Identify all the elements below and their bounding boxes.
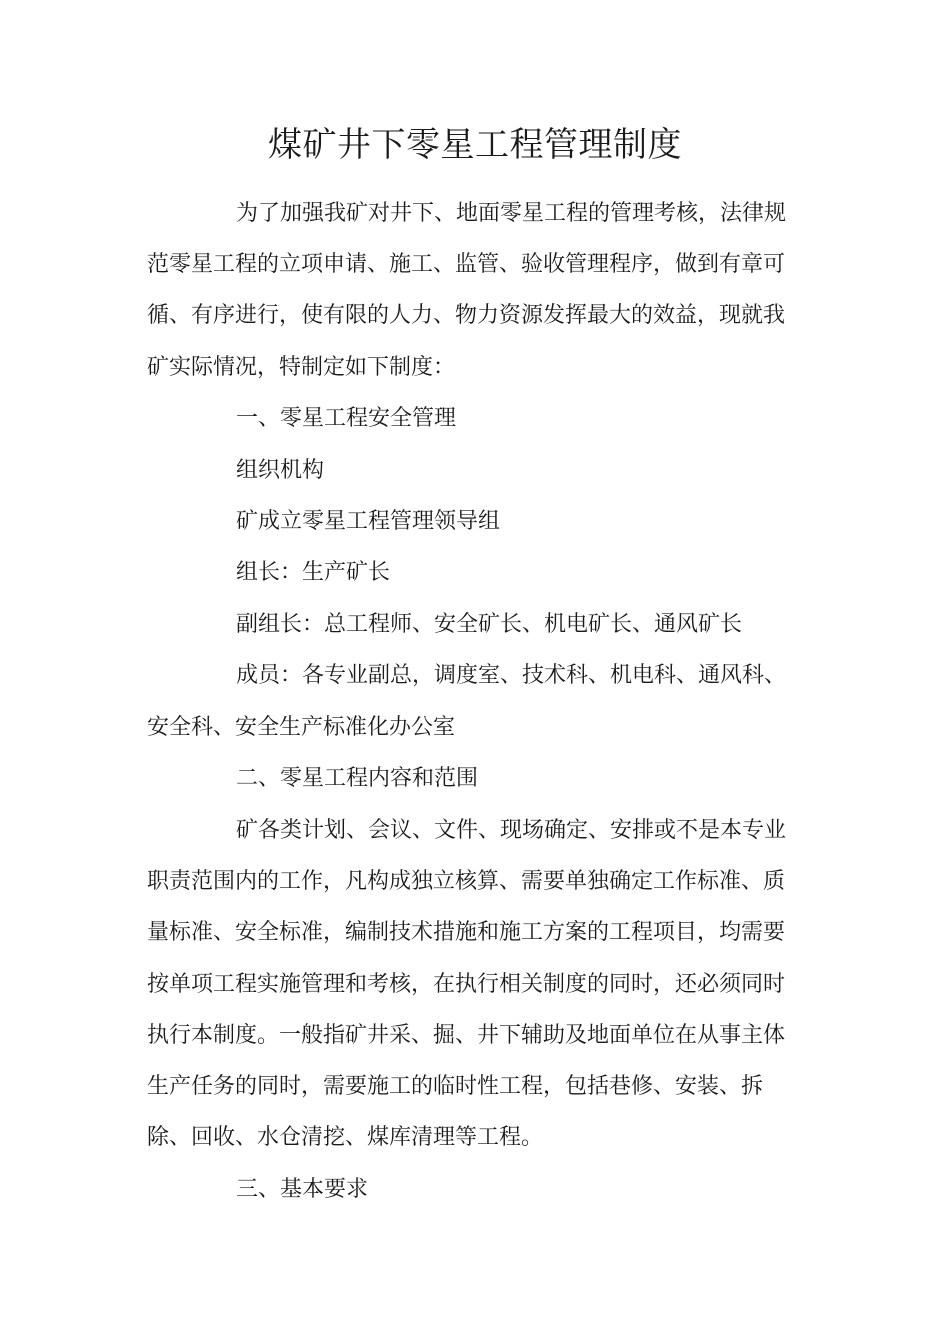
paragraph-scope-line-7: 除、回收、水仓清挖、煤库清理等工程。 bbox=[147, 1125, 544, 1150]
paragraph-group-leader: 组长：生产矿长 bbox=[236, 560, 391, 585]
paragraph-members-line-1: 成员：各专业副总，调度室、技术科、机电科、通风科、 bbox=[236, 663, 787, 688]
paragraph-leading-group: 矿成立零星工程管理领导组 bbox=[236, 509, 501, 534]
section-heading-3: 三、基本要求 bbox=[236, 1177, 369, 1202]
paragraph-deputy-leaders: 副组长：总工程师、安全矿长、机电矿长、通风矿长 bbox=[236, 612, 743, 637]
paragraph-scope-line-4: 按单项工程实施管理和考核，在执行相关制度的同时，还必须同时 bbox=[147, 972, 786, 997]
paragraph-intro-line-2: 范零星工程的立项申请、施工、监管、验收管理程序，做到有章可 bbox=[147, 252, 786, 277]
paragraph-scope-line-3: 量标准、安全标准，编制技术措施和施工方案的工程项目，均需要 bbox=[147, 920, 786, 945]
paragraph-scope-line-5: 执行本制度。一般指矿井采、掘、井下辅助及地面单位在从事主体 bbox=[147, 1023, 786, 1048]
paragraph-scope-line-2: 职责范围内的工作，凡构成独立核算、需要单独确定工作标准、质 bbox=[147, 869, 786, 894]
paragraph-intro-line-4: 矿实际情况，特制定如下制度： bbox=[147, 355, 456, 380]
paragraph-members-line-2: 安全科、安全生产标准化办公室 bbox=[147, 715, 456, 740]
subheading-organization: 组织机构 bbox=[236, 458, 325, 483]
paragraph-intro-line-3: 循、有序进行，使有限的人力、物力资源发挥最大的效益，现就我 bbox=[147, 303, 786, 328]
paragraph-intro-line-1: 为了加强我矿对井下、地面零星工程的管理考核，法律规 bbox=[236, 201, 787, 226]
section-heading-2: 二、零星工程内容和范围 bbox=[236, 766, 479, 791]
paragraph-scope-line-6: 生产任务的同时，需要施工的临时性工程，包括巷修、安装、拆 bbox=[147, 1074, 764, 1099]
paragraph-scope-line-1: 矿各类计划、会议、文件、现场确定、安排或不是本专业 bbox=[236, 818, 787, 843]
section-heading-1: 一、零星工程安全管理 bbox=[236, 406, 457, 431]
document-title: 煤矿井下零星工程管理制度 bbox=[268, 125, 682, 165]
